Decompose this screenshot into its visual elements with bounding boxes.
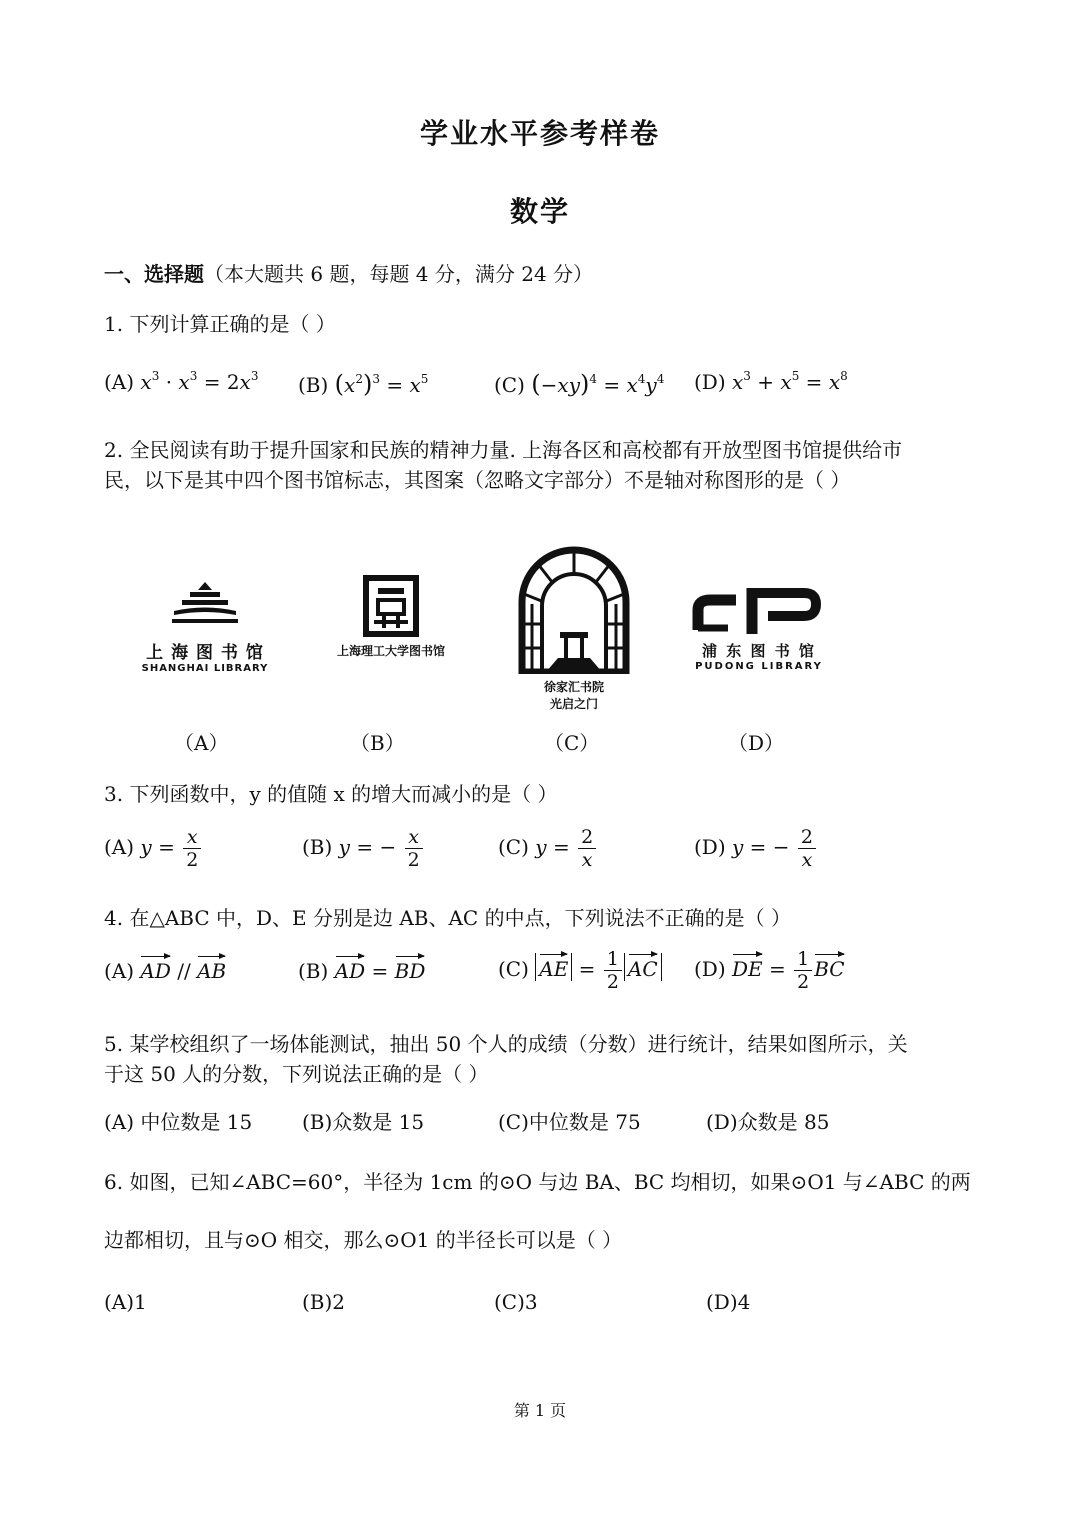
q3-option-d <box>694 826 818 871</box>
pudong-library-cn: 浦 东 图 书 馆 <box>702 642 816 660</box>
q1-stem: 1. 下列计算正确的是（ ） <box>104 312 336 336</box>
logo-usst-library <box>316 574 466 664</box>
q6-stem-line1: 6. 如图，已知∠ABC=60°，半径为 1cm 的⊙O 与边 BA、BC 均相切，如果⊙O1 与∠ABC 的两 <box>104 1170 971 1194</box>
q4-formula-d: DE = $\frac{1}{2}$ BC <box>732 948 845 993</box>
q5-option-d: (D)众数是 85 <box>706 1110 830 1134</box>
q3-formula-c: y = $\frac{2}{x}$ <box>535 835 598 859</box>
q1-formula-d: $x^3 + x^5 = x^8$ <box>732 369 848 394</box>
q5-stem-line1: 5. 某学校组织了一场体能测试，抽出 50 个人的成绩（分数）进行统计，结果如图所示，关 <box>104 1032 908 1056</box>
q4-label-d: (D) <box>694 957 726 981</box>
q4-label-c: (C) <box>498 957 529 981</box>
q6-option-a: (A)1 <box>104 1290 147 1314</box>
page-number: 第 1 页 <box>513 1401 567 1420</box>
q1-option-c <box>494 370 664 398</box>
q2-caption-d: （D） <box>728 731 785 755</box>
q3-formula-a: y = $\frac{x}{2}$ <box>140 835 203 859</box>
usst-library-seal-icon <box>316 574 466 638</box>
q3-option-b <box>302 826 425 871</box>
q1-formula-c: $(-xy)^4 = x^4y^4$ <box>531 370 665 398</box>
xujiahui-academy-cn2: 光启之门 <box>549 697 598 711</box>
q1-label-a: (A) <box>104 370 135 394</box>
q3-formula-d: y = − $\frac{2}{x}$ <box>732 835 818 859</box>
q2-caption-a: （A） <box>174 731 229 755</box>
q4-formula-b: AD = BD <box>335 959 426 983</box>
q1-label-d: (D) <box>694 370 726 394</box>
q6-stem-line2: 边都相切，且与⊙O 相交，那么⊙O1 的半径长可以是（ ） <box>104 1228 623 1252</box>
pudong-library-en: PUDONG LIBRARY <box>695 661 823 672</box>
q1-formula-a: $x^3 \cdot x^3 = 2x^3$ <box>140 369 259 394</box>
q5-option-c: (C)中位数是 75 <box>498 1110 641 1134</box>
q6-option-c: (C)3 <box>494 1290 538 1314</box>
q6-option-b: (B)2 <box>302 1290 346 1314</box>
q3-label-a: (A) <box>104 835 135 859</box>
section-title: 一、选择题 <box>104 262 204 286</box>
q4-option-c <box>498 948 662 993</box>
exam-subject: 数学 <box>509 195 570 228</box>
q2-stem-line1: 2. 全民阅读有助于提升国家和民族的精神力量. 上海各区和高校都有开放型图书馆提供给市 <box>104 438 903 462</box>
q1-formula-b: $(x^2)^3 = x^5$ <box>334 370 429 398</box>
xujiahui-academy-cn1: 徐家汇书院 <box>543 680 604 694</box>
q5-stem-line2: 于这 50 人的分数，下列说法正确的是（ ） <box>104 1062 489 1086</box>
q3-stem: 3. 下列函数中，y 的值随 x 的增大而减小的是（ ） <box>104 782 558 806</box>
q4-stem: 4. 在△ABC 中，D、E 分别是边 AB、AC 的中点，下列说法不正确的是（ ） <box>104 906 791 930</box>
logo-pudong-library <box>684 584 834 674</box>
q3-label-d: (D) <box>694 835 726 859</box>
q1-label-c: (C) <box>494 373 525 397</box>
q4-option-a <box>104 955 226 983</box>
q2-stem-line2: 民，以下是其中四个图书馆标志，其图案（忽略文字部分）不是轴对称图形的是（ ） <box>104 468 851 492</box>
shanghai-library-cn: 上 海 图 书 馆 <box>146 643 264 663</box>
xujiahui-arch-icon <box>516 544 632 674</box>
section-heading <box>104 258 593 287</box>
q3-option-c <box>498 826 598 871</box>
usst-library-cn: 上海理工大学图书馆 <box>336 644 445 658</box>
q5-option-b: (B)众数是 15 <box>302 1110 425 1134</box>
q1-option-b <box>298 370 428 398</box>
section-note: （本大题共 6 题，每题 4 分，满分 24 分） <box>204 262 594 286</box>
q4-formula-c: AE = $\frac{1}{2}$ AC <box>535 957 661 981</box>
q4-label-b: (B) <box>298 959 329 983</box>
q4-option-d <box>694 948 845 993</box>
q1-option-d <box>694 370 848 394</box>
q3-formula-b: y = − $\frac{x}{2}$ <box>339 835 425 859</box>
q2-caption-b: （B） <box>350 731 405 755</box>
exam-title: 学业水平参考样卷 <box>419 117 660 150</box>
shanghai-library-en: SHANGHAI LIBRARY <box>141 663 269 674</box>
q2-caption-c: （C） <box>544 731 600 755</box>
q4-option-b <box>298 955 425 983</box>
q1-option-a <box>104 370 258 394</box>
shanghai-library-emblem-icon <box>130 578 280 634</box>
pudong-library-emblem-icon <box>684 584 834 636</box>
logo-shanghai-library <box>130 578 280 674</box>
q3-option-a <box>104 826 203 871</box>
q4-label-a: (A) <box>104 959 135 983</box>
logo-xujiahui-academy <box>516 544 632 711</box>
q5-option-a: (A) 中位数是 15 <box>104 1110 253 1134</box>
q6-option-d: (D)4 <box>706 1290 751 1314</box>
q4-formula-a: AD // AB <box>140 959 226 983</box>
q3-label-b: (B) <box>302 835 333 859</box>
q3-label-c: (C) <box>498 835 529 859</box>
q1-label-b: (B) <box>298 373 329 397</box>
